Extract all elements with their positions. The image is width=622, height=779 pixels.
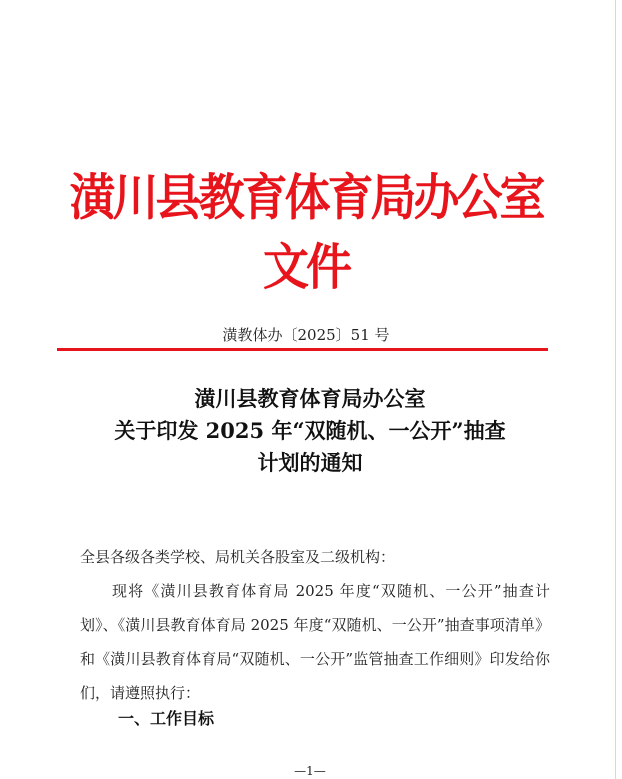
section-heading-goals: 一、工作目标 xyxy=(118,709,215,728)
notice-title-line-2: 关于印发 2025 年“双随机、一公开”抽查 xyxy=(114,418,506,443)
document-header-title: 潢川县教育体育局办公室文件 xyxy=(69,168,543,296)
document-number: 潢教体办〔2025〕51 号 xyxy=(222,326,390,344)
page-edge xyxy=(615,0,616,779)
notice-title xyxy=(40,383,580,479)
addressee-line: 全县各级各类学校、局机关各股室及二级机构： xyxy=(80,548,396,566)
main-paragraph: 现将《潢川县教育体育局 2025 年度“双随机、一公开”抽查计划》、《潢川县教育体育局 2025 年度“双随机、一公开”抽查事项清单》和《潢川县教育体育局“双随机、一公开”监管抽查工作细则》印发给你们，请遵照执行： xyxy=(80,582,550,702)
page-number: —1— xyxy=(294,764,326,778)
notice-body xyxy=(80,540,550,710)
notice-title-line-3: 计划的通知 xyxy=(257,450,363,475)
notice-title-line-1: 潢川县教育体育局办公室 xyxy=(194,386,426,411)
red-divider-line xyxy=(57,348,548,351)
